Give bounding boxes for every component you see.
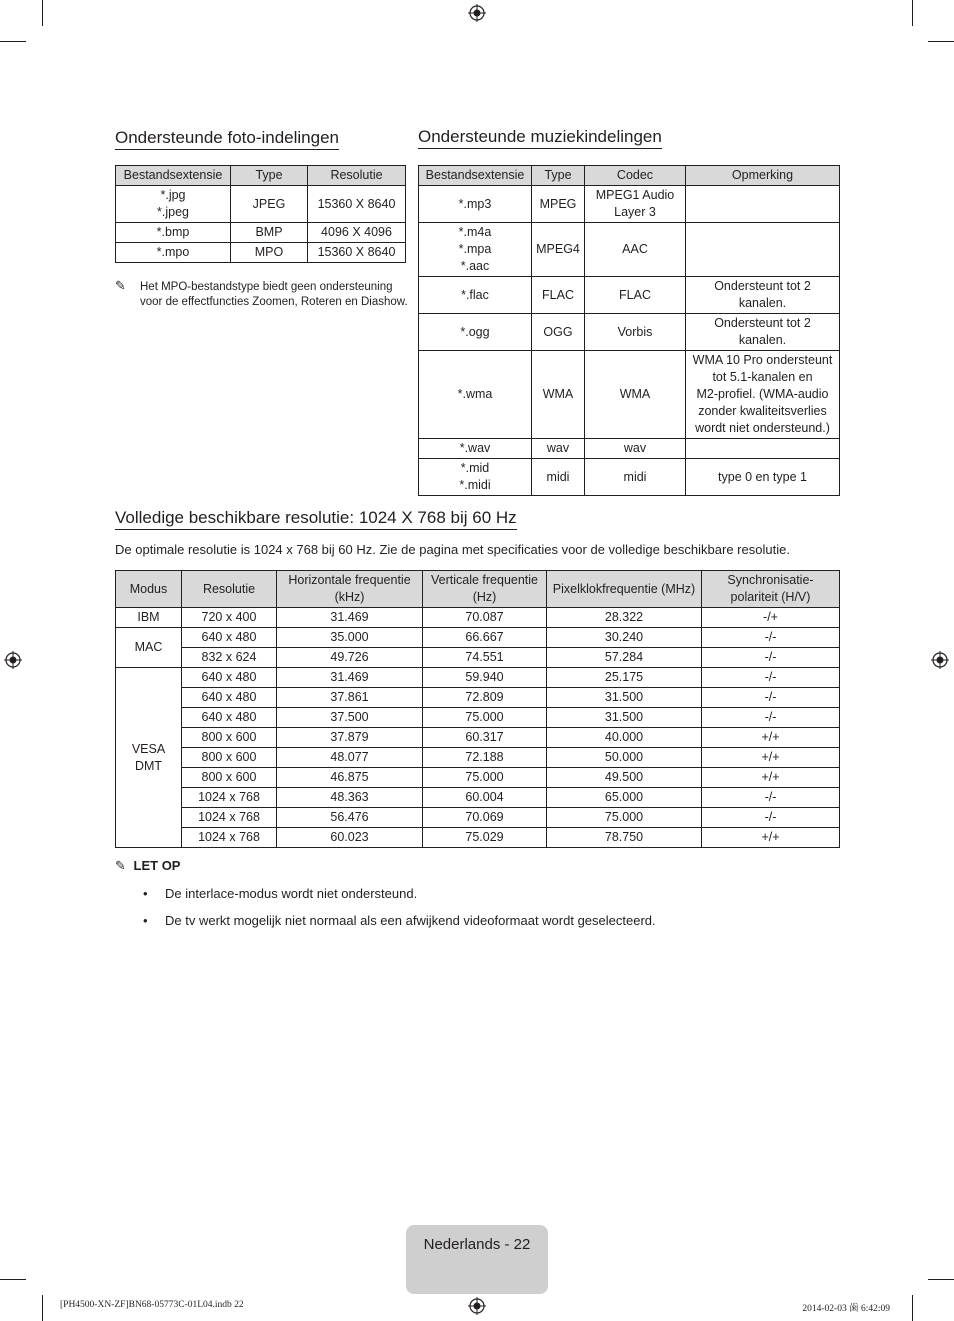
table-cell: JPEG xyxy=(231,186,308,223)
music-formats-heading: Ondersteunde muziekindelingen xyxy=(418,127,662,149)
bullet-text: De interlace-modus wordt niet ondersteund. xyxy=(165,886,418,901)
column-header: Resolutie xyxy=(182,571,277,608)
table-cell: 31.500 xyxy=(547,688,702,708)
table-cell: 1024 x 768 xyxy=(182,788,277,808)
table-cell: 15360 X 8640 xyxy=(308,243,406,263)
pencil-note-icon: ✎ xyxy=(115,858,126,873)
table-cell: MPO xyxy=(231,243,308,263)
table-cell: BMP xyxy=(231,223,308,243)
table-cell: Ondersteunt tot 2 kanalen. xyxy=(686,277,840,314)
table-cell: *.mp3 xyxy=(419,186,532,223)
column-header: Horizontale frequentie (kHz) xyxy=(277,571,423,608)
table-row xyxy=(116,648,840,668)
table-cell: 640 x 480 xyxy=(182,628,277,648)
table-cell: 40.000 xyxy=(547,728,702,748)
page-label: Nederlands - 22 xyxy=(423,1236,531,1253)
table-cell: 832 x 624 xyxy=(182,648,277,668)
table-cell: 1024 x 768 xyxy=(182,828,277,848)
table-row xyxy=(419,439,840,459)
table-cell xyxy=(686,186,840,223)
table-cell: OGG xyxy=(532,314,585,351)
column-header: Type xyxy=(532,166,585,186)
column-header: Bestandsextensie xyxy=(116,166,231,186)
table-cell: 31.469 xyxy=(277,608,423,628)
table-cell: 28.322 xyxy=(547,608,702,628)
table-cell: *.m4a *.mpa *.aac xyxy=(419,223,532,277)
photo-table-body xyxy=(116,166,406,263)
photo-note-text: Het MPO-bestandstype biedt geen ondersteuning voor de effectfuncties Zoomen, Roteren en Diashow. xyxy=(140,281,408,308)
table-cell: 78.750 xyxy=(547,828,702,848)
table-row xyxy=(116,748,840,768)
table-cell: 59.940 xyxy=(423,668,547,688)
table-cell: 35.000 xyxy=(277,628,423,648)
table-cell: -/- xyxy=(702,708,840,728)
table-row xyxy=(419,223,840,277)
table-cell: *.jpg *.jpeg xyxy=(116,186,231,223)
registration-mark-icon xyxy=(4,651,22,669)
table-cell: FLAC xyxy=(585,277,686,314)
table-cell: 720 x 400 xyxy=(182,608,277,628)
table-cell: 48.077 xyxy=(277,748,423,768)
table-row xyxy=(116,768,840,788)
table-cell: 800 x 600 xyxy=(182,728,277,748)
column-header: Resolutie xyxy=(308,166,406,186)
table-cell: *.ogg xyxy=(419,314,532,351)
table-row xyxy=(116,243,406,263)
table-row xyxy=(116,223,406,243)
table-row xyxy=(116,688,840,708)
bullet-item xyxy=(143,913,656,928)
table-cell: *.bmp xyxy=(116,223,231,243)
table-cell: midi xyxy=(585,459,686,496)
table-row xyxy=(116,608,840,628)
resolution-heading: Volledige beschikbare resolutie: 1024 X 768 bij 60 Hz xyxy=(115,508,517,530)
table-row xyxy=(116,708,840,728)
registration-mark-icon xyxy=(468,4,486,22)
table-cell: WMA 10 Pro ondersteunt tot 5.1-kanalen en M2-profiel. (WMA-audio zonder kwaliteitsverlies wordt niet ondersteund.) xyxy=(686,351,840,439)
table-cell: *.wma xyxy=(419,351,532,439)
bullet-item xyxy=(143,886,417,901)
table-cell: 48.363 xyxy=(277,788,423,808)
let-op-note xyxy=(115,858,180,874)
table-cell: 25.175 xyxy=(547,668,702,688)
photo-note xyxy=(115,280,415,309)
table-row xyxy=(116,808,840,828)
table-cell: 65.000 xyxy=(547,788,702,808)
table-cell: 31.500 xyxy=(547,708,702,728)
table-cell: 70.087 xyxy=(423,608,547,628)
table-cell: 800 x 600 xyxy=(182,768,277,788)
table-cell: 640 x 480 xyxy=(182,708,277,728)
crop-mark-top-left-h xyxy=(0,41,26,42)
table-cell: 37.879 xyxy=(277,728,423,748)
table-cell: MPEG xyxy=(532,186,585,223)
column-header: Synchronisatie- polariteit (H/V) xyxy=(702,571,840,608)
table-row xyxy=(419,314,840,351)
table-cell: 60.004 xyxy=(423,788,547,808)
table-cell: 49.726 xyxy=(277,648,423,668)
crop-mark-bottom-right-h xyxy=(928,1279,954,1280)
table-cell: 75.000 xyxy=(547,808,702,828)
table-row xyxy=(116,668,840,688)
table-cell: -/- xyxy=(702,648,840,668)
table-row xyxy=(419,351,840,439)
mode-cell: MAC xyxy=(116,628,182,668)
crop-mark-bottom-left-v xyxy=(42,1295,43,1321)
mode-cell: IBM xyxy=(116,608,182,628)
table-cell: wav xyxy=(585,439,686,459)
table-cell: 72.809 xyxy=(423,688,547,708)
column-header: Modus xyxy=(116,571,182,608)
table-cell: +/+ xyxy=(702,728,840,748)
table-header-row xyxy=(116,571,840,608)
table-cell: midi xyxy=(532,459,585,496)
table-cell: 640 x 480 xyxy=(182,668,277,688)
table-cell xyxy=(686,439,840,459)
table-cell: WMA xyxy=(532,351,585,439)
table-cell xyxy=(686,223,840,277)
crop-mark-top-left-v xyxy=(42,0,43,26)
table-cell: MPEG1 Audio Layer 3 xyxy=(585,186,686,223)
table-cell: 31.469 xyxy=(277,668,423,688)
registration-mark-icon xyxy=(931,651,949,669)
table-cell: -/- xyxy=(702,668,840,688)
bullet-dot: • xyxy=(143,913,148,928)
table-cell: 4096 X 4096 xyxy=(308,223,406,243)
bullet-text: De tv werkt mogelijk niet normaal als een afwijkend videoformaat wordt geselecteerd. xyxy=(165,913,656,928)
table-cell: MPEG4 xyxy=(532,223,585,277)
table-cell: 74.551 xyxy=(423,648,547,668)
table-cell: -/- xyxy=(702,628,840,648)
table-header-row xyxy=(419,166,840,186)
table-cell: 640 x 480 xyxy=(182,688,277,708)
table-cell: +/+ xyxy=(702,828,840,848)
let-op-title: LET OP xyxy=(133,858,181,873)
table-cell: 70.069 xyxy=(423,808,547,828)
table-row xyxy=(419,277,840,314)
table-row xyxy=(419,459,840,496)
music-table-body xyxy=(419,166,840,496)
table-cell: Ondersteunt tot 2 kanalen. xyxy=(686,314,840,351)
table-cell: *.flac xyxy=(419,277,532,314)
table-row xyxy=(116,728,840,748)
column-header: Codec xyxy=(585,166,686,186)
table-cell: +/+ xyxy=(702,768,840,788)
pencil-note-icon: ✎ xyxy=(115,278,126,293)
photo-formats-table xyxy=(115,165,406,263)
resolution-intro: De optimale resolutie is 1024 x 768 bij 60 Hz. Zie de pagina met specificaties voor de volledige beschikbare resolutie. xyxy=(115,542,790,557)
table-cell: *.mid *.midi xyxy=(419,459,532,496)
table-cell: 56.476 xyxy=(277,808,423,828)
table-cell: Vorbis xyxy=(585,314,686,351)
column-header: Verticale frequentie (Hz) xyxy=(423,571,547,608)
crop-mark-bottom-left-h xyxy=(0,1279,26,1280)
table-cell: AAC xyxy=(585,223,686,277)
table-cell: 57.284 xyxy=(547,648,702,668)
table-cell: *.mpo xyxy=(116,243,231,263)
column-header: Type xyxy=(231,166,308,186)
resolution-table xyxy=(115,570,840,848)
table-cell: *.wav xyxy=(419,439,532,459)
table-cell: 75.029 xyxy=(423,828,547,848)
table-cell: 46.875 xyxy=(277,768,423,788)
table-row xyxy=(116,186,406,223)
column-header: Bestandsextensie xyxy=(419,166,532,186)
table-cell: -/- xyxy=(702,808,840,828)
photo-formats-heading: Ondersteunde foto-indelingen xyxy=(115,128,339,150)
table-row xyxy=(116,828,840,848)
table-cell: WMA xyxy=(585,351,686,439)
table-cell: 60.023 xyxy=(277,828,423,848)
table-cell: 75.000 xyxy=(423,708,547,728)
table-cell: -/- xyxy=(702,788,840,808)
table-cell: 1024 x 768 xyxy=(182,808,277,828)
table-cell: 66.667 xyxy=(423,628,547,648)
table-cell: 37.861 xyxy=(277,688,423,708)
table-cell: type 0 en type 1 xyxy=(686,459,840,496)
table-cell: +/+ xyxy=(702,748,840,768)
crop-mark-top-right-h xyxy=(928,41,954,42)
table-row xyxy=(116,788,840,808)
crop-mark-bottom-right-v xyxy=(912,1295,913,1321)
music-formats-table xyxy=(418,165,840,496)
table-cell: wav xyxy=(532,439,585,459)
table-row xyxy=(419,186,840,223)
table-cell: 15360 X 8640 xyxy=(308,186,406,223)
bullet-dot: • xyxy=(143,886,148,901)
registration-mark-icon xyxy=(468,1297,486,1315)
table-cell: 37.500 xyxy=(277,708,423,728)
table-cell: 49.500 xyxy=(547,768,702,788)
table-header-row xyxy=(116,166,406,186)
table-cell: 50.000 xyxy=(547,748,702,768)
table-cell: -/- xyxy=(702,688,840,708)
table-cell: 800 x 600 xyxy=(182,748,277,768)
column-header: Opmerking xyxy=(686,166,840,186)
table-cell: 30.240 xyxy=(547,628,702,648)
table-cell: -/+ xyxy=(702,608,840,628)
table-cell: 75.000 xyxy=(423,768,547,788)
crop-mark-top-right-v xyxy=(912,0,913,26)
mode-cell: VESA DMT xyxy=(116,668,182,848)
table-cell: 72.188 xyxy=(423,748,547,768)
table-row xyxy=(116,628,840,648)
resolution-table-body xyxy=(116,571,840,848)
table-cell: 60.317 xyxy=(423,728,547,748)
table-cell: FLAC xyxy=(532,277,585,314)
footer-timestamp: 2014-02-03 ⻭ 6:42:09 xyxy=(802,1304,890,1314)
footer-file-info: [PH4500-XN-ZF]BN68-05773C-01L04.indb 22 xyxy=(60,1300,244,1310)
column-header: Pixelklokfrequentie (MHz) xyxy=(547,571,702,608)
